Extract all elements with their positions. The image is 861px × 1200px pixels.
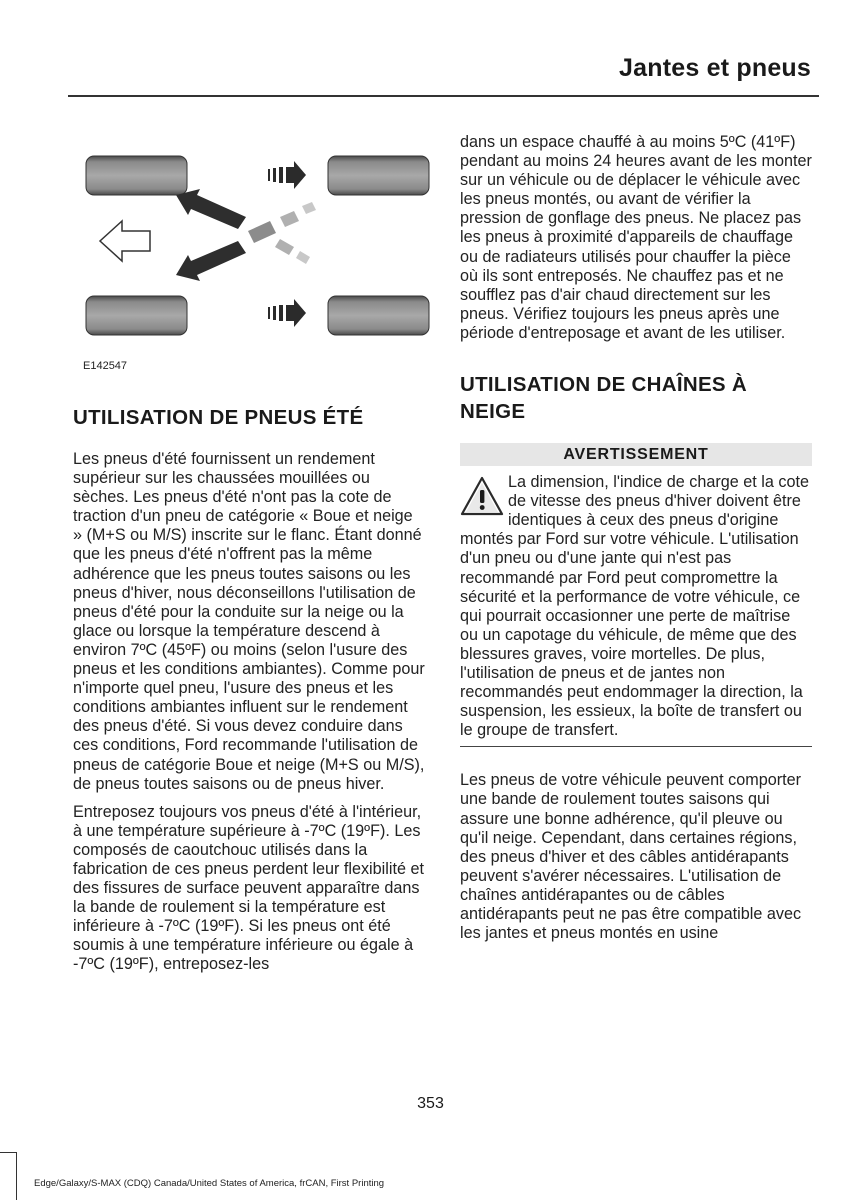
arrow-left-outline-icon <box>100 221 150 261</box>
page-number: 353 <box>417 1095 444 1112</box>
snow-chains-paragraph-1: Les pneus de votre véhicule peuvent comporter une bande de roulement toutes saisons qui assure une bonne adhérence, qu'il pleuve ou qu'il neige. Cependant, dans certaines régions, des pneus d'hiver et des câbles antidérapants peuvent s'avérer nécessaires. L'utilisation de chaînes antidérapantes ou de câbles antidérapants peut ne pas être compatible avec les jantes et pneus montés en usine <box>460 771 802 943</box>
page-title: Jantes et pneus <box>619 54 811 82</box>
arrow-bottom-right-icon <box>268 299 306 327</box>
right-column <box>460 133 812 943</box>
footer-text: Edge/Galaxy/S-MAX (CDQ) Canada/United States of America, frCAN, First Printing <box>34 1178 385 1189</box>
tire-rotation-figure <box>70 135 435 385</box>
motion-dashes-icon <box>248 202 316 264</box>
tire-rear-right <box>328 296 429 335</box>
crop-mark-vertical <box>16 1152 17 1200</box>
tire-rotation-diagram <box>70 135 435 385</box>
summer-tires-paragraph-2: Entreposez toujours vos pneus d'été à l'intérieur, à une température supérieure à -7ºC (19ºF). Les composés de caoutchouc utilisés dans la fabrication de ces pneus perdent leur flexibilité et des fissures de surface peuvent apparaître dans la bande de roulement si la température est inférieure à -7ºC (19ºF). Si les pneus ont été soumis à une température inférieure ou égale à -7ºC (19ºF), entreposez-les <box>73 802 424 974</box>
summer-tires-paragraph-2-continued: dans un espace chauffé à au moins 5ºC (41ºF) pendant au moins 24 heures avant de les monter sur un véhicule ou de déplacer le véhicule avec les pneus montés, ou avant de vérifier la pression de gonflage des pneus. Ne placez pas les pneus à proximité d'appareils de chauffage ou de radiateurs utilisés pour chauffer la pièce où ils sont entreposés. Ne chauffez pas et ne soufflez pas d'air chaud directement sur les pneus. Vérifiez toujours les pneus après une période d'entreposage et avant de les utiliser. <box>460 133 812 342</box>
arrow-top-right-icon <box>268 161 306 189</box>
warning-divider <box>460 746 812 747</box>
left-column <box>73 400 425 975</box>
warning-text: La dimension, l'indice de charge et la cote de vitesse des pneus d'hiver doivent être identiques à ceux des pneus d'origine montés par Ford sur votre véhicule. L'utilisation d'un pneu ou d'une jante qui n'est pas recommandé par Ford peut compromettre la sécurité et la performance de votre véhicule, ce qui pourrait occasionner une perte de maîtrise ou un capotage du véhicule, de même que des blessures graves, voire mortelles. De plus, l'utilisation de pneus et de jantes non recommandés peut endommager la direction, la suspension, les essieux, la boîte de transfert ou le groupe de transfert. <box>460 473 809 740</box>
snow-chains-heading: UTILISATION DE CHAÎNES À NEIGE <box>460 373 747 424</box>
cross-arrow-down-icon <box>176 241 246 281</box>
tire-rear-left <box>86 296 187 335</box>
tire-front-left <box>86 156 187 195</box>
warning-title: AVERTISSEMENT <box>460 443 812 466</box>
warning-box <box>460 473 812 740</box>
figure-id-label: E142547 <box>83 360 128 372</box>
warning-triangle-icon <box>460 475 504 519</box>
summer-tires-paragraph-1: Les pneus d'été fournissent un rendement supérieur sur les chaussées mouillées ou sèches. Les pneus d'été n'ont pas la cote de traction d'un pneu de catégorie « Boue et neige » (M+S ou M/S) inscrite sur le flanc. Étant donné que les pneus d'été n'offrent pas la même adhérence que les pneus toutes saisons ou les pneus d'hiver, nous déconseillons l'utilisation de pneus d'été pour la conduite sur la neige ou la glace ou lorsque la température descend à environ 7ºC (45ºF) ou moins (selon l'usure des pneus et les conditions ambiantes). Comme pour n'importe quel pneu, l'usure des pneus et les conditions ambiantes influent sur le rendement des pneus d'été. Si vous devez conduire dans ces conditions, Ford recommande l'utilisation de pneus de catégorie Boue et neige (M+S ou M/S), de pneus toutes saisons ou de pneus hiver. <box>73 450 425 793</box>
cross-arrow-up-icon <box>176 189 246 229</box>
header-divider <box>68 95 819 97</box>
tire-front-right <box>328 156 429 195</box>
summer-tires-heading: UTILISATION DE PNEUS ÉTÉ <box>73 406 364 429</box>
crop-mark-horizontal <box>0 1152 16 1153</box>
